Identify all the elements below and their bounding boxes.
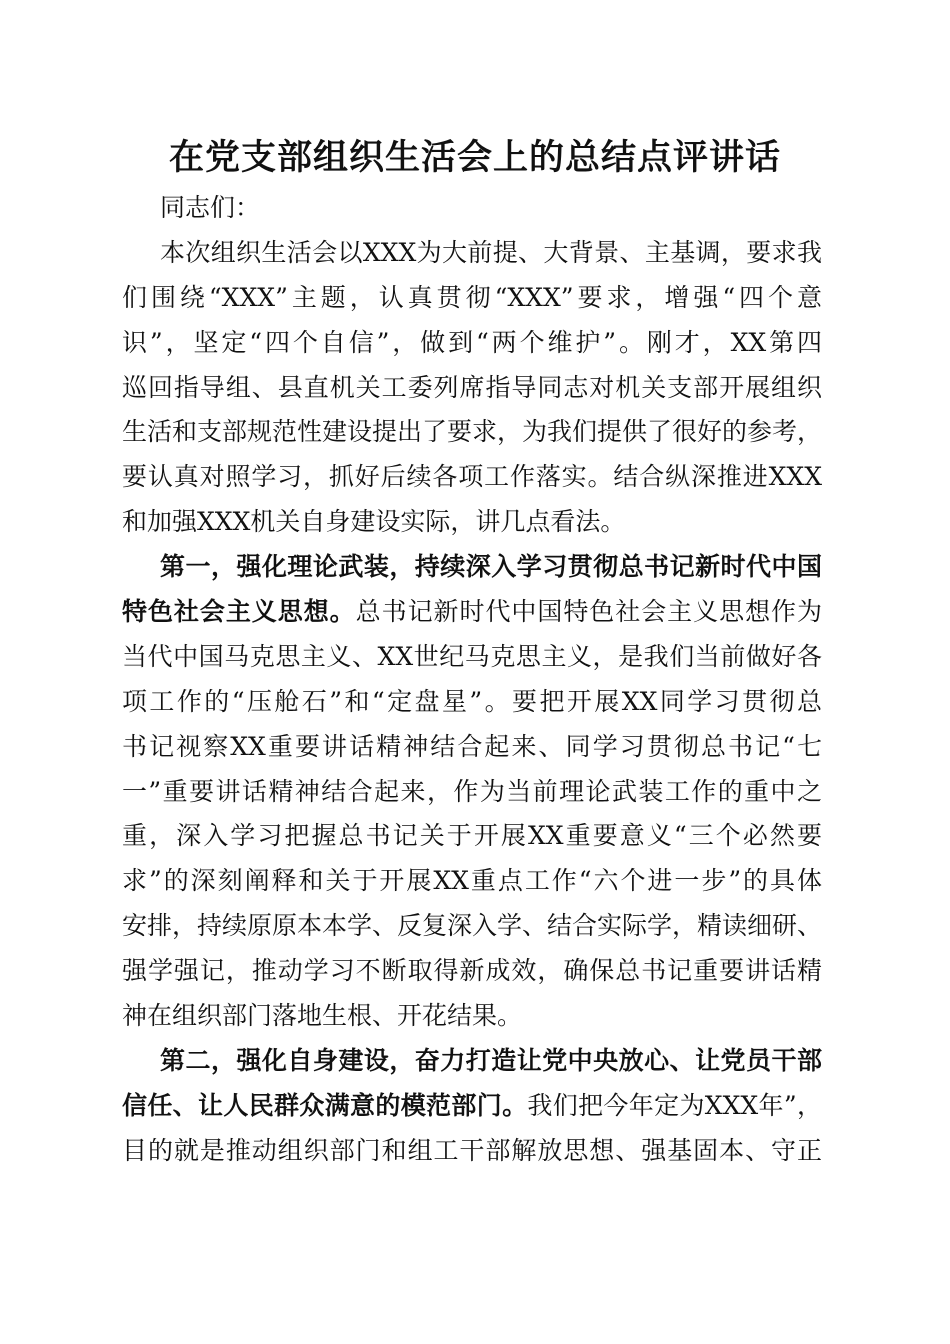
body-text: 同志们： xyxy=(160,193,261,222)
text-line xyxy=(122,410,822,455)
text-line xyxy=(122,814,822,859)
text-line xyxy=(122,859,822,904)
body-text: 要认真对照学习，抓好后续各项工作落实。结合纵深推进XXX xyxy=(122,462,822,492)
text-line xyxy=(122,231,822,276)
body-text: 项工作的“压舱石”和“定盘星”。要把开展XX同学习贯彻总 xyxy=(122,686,822,716)
document-title: 在党支部组织生活会上的总结点评讲话 xyxy=(168,137,781,178)
body-text: 书记视察XX重要讲话精神结合起来、同学习贯彻总书记“七 xyxy=(122,731,822,761)
section-heading-text: 第二，强化自身建设，奋力打造让党中央放心、让党员干部 xyxy=(160,1045,822,1075)
body-text: 识”，坚定“四个自信”，做到“两个维护”。刚才，XX第四 xyxy=(122,327,822,357)
body-text: 我们把今年定为XXX年”， xyxy=(527,1090,822,1120)
text-line xyxy=(122,770,822,815)
text-line xyxy=(122,321,822,366)
body-text: 们围绕“XXX”主题，认真贯彻“XXX”要求，增强“四个意 xyxy=(122,282,822,312)
text-line xyxy=(122,994,822,1039)
text-line xyxy=(122,1129,822,1174)
body-text: 重，深入学习把握总书记关于开展XX重要意义“三个必然要 xyxy=(122,821,822,851)
section-heading-text: 特色社会主义思想。 xyxy=(122,597,356,627)
body-text: 本次组织生活会以XXX为大前提、大背景、主基调，要求我 xyxy=(160,237,822,267)
text-line xyxy=(122,635,822,680)
body-text: 求”的深刻阐释和关于开展XX重点工作“六个进一步”的具体 xyxy=(122,866,822,896)
paragraph xyxy=(122,1039,822,1174)
body-text: 巡回指导组、县直机关工委列席指导同志对机关支部开展组织 xyxy=(122,372,822,402)
section-heading-text: 第一，强化理论武装，持续深入学习贯彻总书记新时代中国 xyxy=(160,552,822,582)
text-line xyxy=(122,725,822,770)
text-line xyxy=(122,276,822,321)
text-line xyxy=(122,1084,822,1129)
body-text: 目的就是推动组织部门和组工干部解放思想、强基固本、守正 xyxy=(122,1135,822,1165)
section-heading-text: 信任、让人民群众满意的模范部门。 xyxy=(122,1090,528,1120)
body-text: 一”重要讲话精神结合起来，作为当前理论武装工作的重中之 xyxy=(122,776,822,806)
paragraph xyxy=(122,186,822,231)
text-line xyxy=(122,500,822,545)
text-line xyxy=(122,680,822,725)
text-line xyxy=(122,455,822,500)
body-text: 神在组织部门落地生根、开花结果。 xyxy=(122,1001,523,1031)
paragraph xyxy=(122,231,822,545)
paragraph xyxy=(122,545,822,1039)
text-line xyxy=(122,545,822,590)
body-text: 安排，持续原原本本学、反复深入学、结合实际学，精读细研、 xyxy=(122,911,823,941)
body-text: 强学强记，推动学习不断取得新成效，确保总书记重要讲话精 xyxy=(122,956,822,986)
text-line xyxy=(122,366,822,411)
body-text: 生活和支部规范性建设提出了要求，为我们提供了很好的参考， xyxy=(122,417,823,447)
document-body xyxy=(122,186,822,1174)
body-text: 当代中国马克思主义、XX世纪马克思主义，是我们当前做好各 xyxy=(122,641,822,671)
body-text: 总书记新时代中国特色社会主义思想作为 xyxy=(355,597,822,627)
text-line xyxy=(122,1039,822,1084)
text-line xyxy=(122,186,822,231)
body-text: 和加强XXX机关自身建设实际，讲几点看法。 xyxy=(122,507,626,537)
text-line xyxy=(122,904,822,949)
text-line xyxy=(122,949,822,994)
text-line xyxy=(122,590,822,635)
